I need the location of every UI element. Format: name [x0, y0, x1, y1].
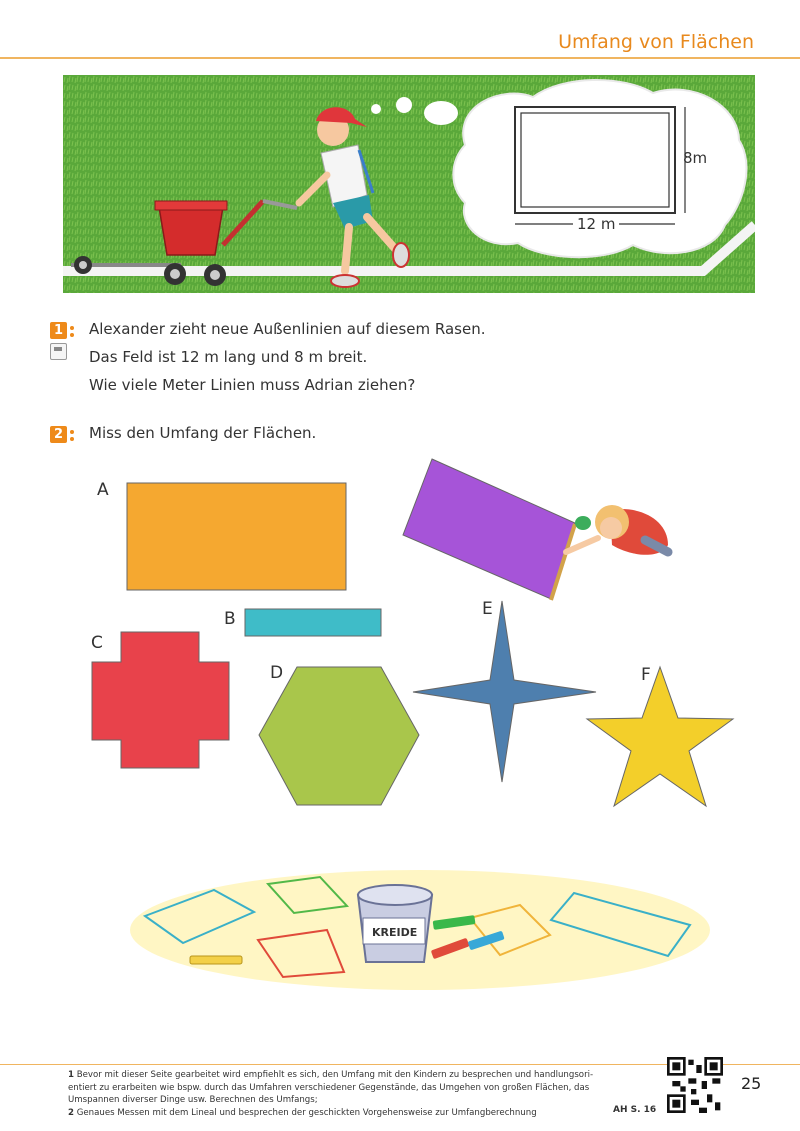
task-2-number: 2 [50, 426, 67, 443]
task-1-line-3: Wie viele Meter Linien muss Adrian ziehen? [89, 376, 416, 394]
shape-a-label: A [97, 480, 109, 500]
task-1-line-2: Das Feld ist 12 m lang und 8 m breit. [89, 348, 368, 366]
bucket-label: KREIDE [372, 926, 418, 939]
workbook-reference: AH S. 16 [613, 1105, 657, 1115]
shape-d [259, 667, 419, 805]
qr-code-icon[interactable] [667, 1057, 723, 1113]
shape-c-label: C [91, 633, 103, 653]
footer-note-2: 2 Genaues Messen mit dem Lineal und besprechen der geschickten Vorgehensweise zur Umfangberechnung [68, 1107, 537, 1118]
shape-e-label: E [482, 599, 493, 619]
chalk-scene-illustration [130, 870, 710, 990]
page-number: 25 [741, 1074, 762, 1093]
shape-f-label: F [641, 665, 651, 685]
dimension-length-label: 12 m [573, 215, 619, 233]
task-2-text: Miss den Umfang der Flächen. [89, 424, 317, 442]
shape-purple-rectangle [403, 459, 575, 599]
shape-d-label: D [270, 663, 284, 683]
shape-b [245, 609, 381, 636]
dimension-width-label: 8m [683, 149, 708, 167]
page-title: Umfang von Flächen [558, 31, 754, 53]
footer-notes [68, 1069, 608, 1119]
shape-c [92, 632, 229, 768]
shape-f [587, 667, 733, 806]
child-measuring-illustration [566, 505, 668, 555]
task-1-line-1: Alexander zieht neue Außenlinien auf diesem Rasen. [89, 320, 486, 338]
shape-e [413, 601, 596, 782]
footer-note-1: 1 Bevor mit dieser Seite gearbeitet wird empfiehlt es sich, den Umfang mit den Kindern zu besprechen und handlungsori-entiert zu erarbeiten wie bspw. durch das Umfahren verschiedener Gegenstände, das Umgehen von großen Flächen, das Umspannen diverser Dinge usw. Berechnen des Umfangs; [68, 1070, 594, 1105]
shape-b-label: B [224, 609, 236, 629]
shape-a [127, 483, 346, 590]
task-1-number: 1 [50, 322, 67, 339]
